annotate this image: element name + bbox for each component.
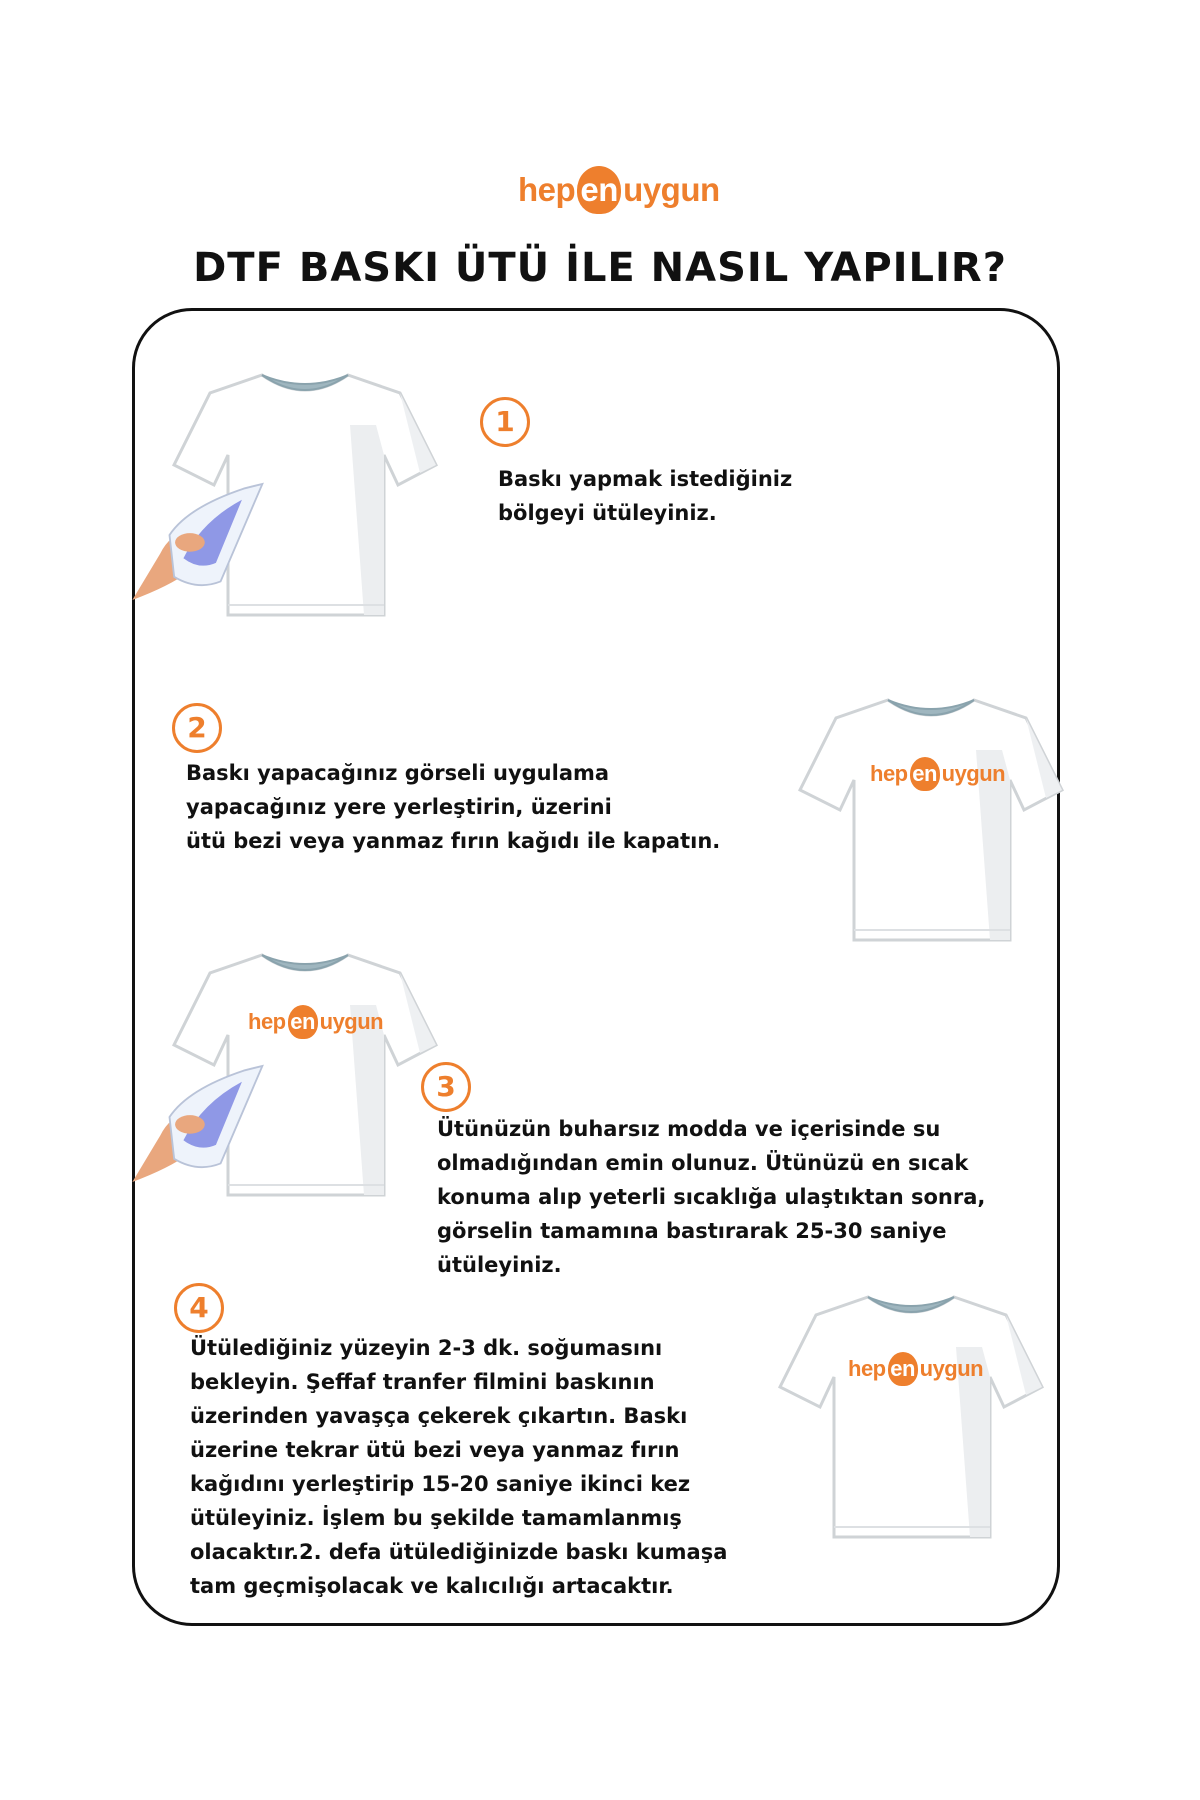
step-1-text: Baskı yapmak istediğiniz bölgeyi ütüleyiniz. xyxy=(498,467,793,525)
shirt-brand-logo: hep en uygun xyxy=(248,1005,383,1039)
page-title: DTF BASKI ÜTÜ İLE NASIL YAPILIR? xyxy=(193,245,1007,291)
iron-icon xyxy=(132,470,272,600)
step-4-number: 4 xyxy=(174,1283,224,1333)
iron-icon xyxy=(132,1052,272,1182)
step-4-text: Ütülediğiniz yüzeyin 2-3 dk. soğumasını bekleyin. Şeffaf tranfer filmini baskının üzerinden yavaşça çekerek çıkartın. Baskı üzerine tekrar ütü bezi veya yanmaz fırın kağıdını yerleştirip 15-20 saniye ikinci kez ütüleyiniz. İşlem bu şekilde tamamlanmış olacaktır.2. defa ütülediğinizde baskı kumaşa tam geçmişolacak ve kalıcılığı artacaktır. xyxy=(190,1336,728,1598)
shirt-brand-logo: hep en uygun xyxy=(870,757,1005,791)
step-3-number: 3 xyxy=(421,1062,471,1112)
tshirt-image xyxy=(796,690,1066,950)
shirt-brand-logo: hep en uygun xyxy=(848,1352,983,1386)
brand-logo: hep en uygun xyxy=(518,166,720,214)
step-2-number: 2 xyxy=(172,703,222,753)
step-3-text: Ütünüzün buharsız modda ve içerisinde su olmadığından emin olunuz. Ütünüzü en sıcak konuma alıp yeterli sıcaklığa ulaştıktan sonra, görselin tamamına bastırarak 25-30 saniye ütüleyiniz. xyxy=(437,1117,986,1277)
tshirt-image xyxy=(776,1287,1046,1547)
step-2-text: Baskı yapacağınız görseli uygulama yapacağınız yere yerleştirin, üzerini ütü bezi veya yanmaz fırın kağıdı ile kapatın. xyxy=(186,761,721,853)
step-1-number: 1 xyxy=(480,397,530,447)
